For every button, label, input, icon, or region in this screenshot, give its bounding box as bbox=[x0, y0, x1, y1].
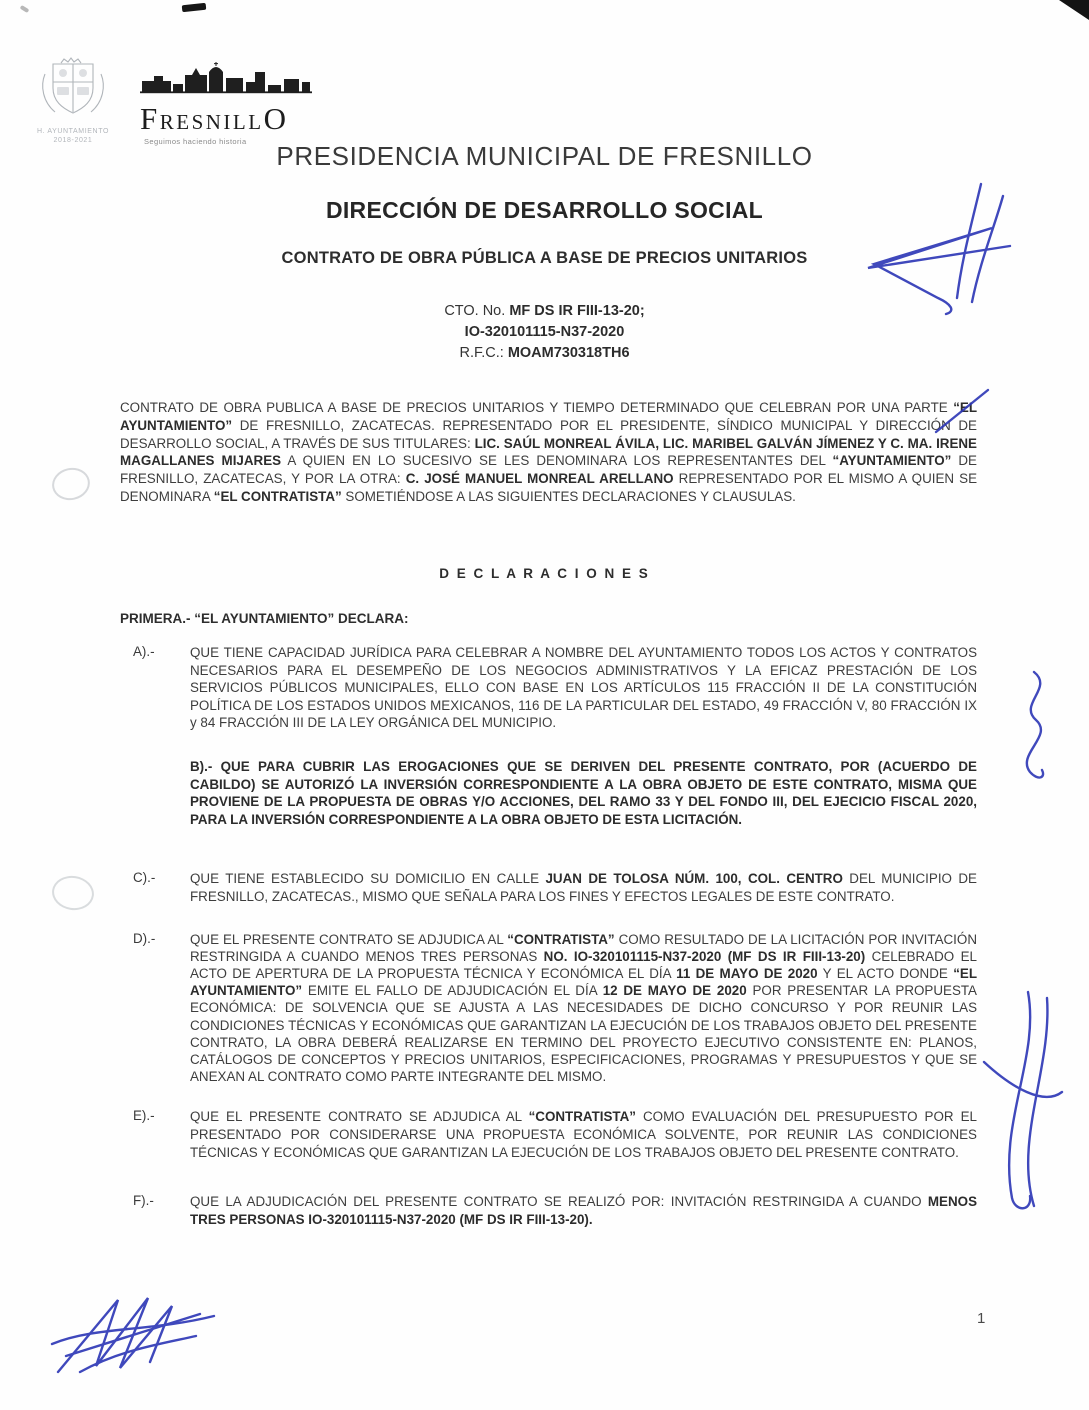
declaration-item-d bbox=[133, 931, 977, 1086]
scan-artifact-dot bbox=[20, 5, 30, 13]
item-b-text: B).- QUE PARA CUBRIR LAS EROGACIONES QUE SE DERIVEN DEL PRESENTE CONTRATO, POR (ACUERDO DE CABILDO) SE AUTORIZÓ LA INVERSIÓN CORRESPONDIENTE A LA OBRA OBJETO DE ESTE CONTRATO, MISMA QUE PROVIENE DE LA PROPUESTA DE OBRAS Y/O ACCIONES, DEL RAMO 33 Y DEL FONDO III, DEL EJECICIO FISCAL 2020, PARA LA INVERSIÓN CORRESPONDIENTE A LA OBRA OBJETO DE ESTA LICITACIÓN. bbox=[190, 758, 977, 827]
stamp-mark-upper bbox=[49, 464, 93, 503]
scan-artifact-corner bbox=[1059, 0, 1089, 20]
signature-flourish-right-lower-3 bbox=[984, 1062, 1062, 1097]
signature-bottom-left-stroke-3 bbox=[80, 1336, 196, 1372]
contract-number: CTO. No. MF DS IR FIII-13-20; bbox=[444, 303, 645, 319]
item-f-label: F).- bbox=[133, 1193, 154, 1209]
primera-clause-label: PRIMERA.- “EL AYUNTAMIENTO” DECLARA: bbox=[120, 611, 409, 626]
crest-caption-line1: H. AYUNTAMIENTO bbox=[36, 128, 109, 135]
fresnillo-logo bbox=[140, 62, 318, 146]
page-title: PRESIDENCIA MUNICIPAL DE FRESNILLO bbox=[276, 141, 813, 171]
signature-flourish-right-lower-2 bbox=[1028, 998, 1047, 1206]
signature-bottom-left-zigzag bbox=[58, 1298, 172, 1372]
item-e-label: E).- bbox=[133, 1108, 155, 1124]
signature-flourish-right-lower-1 bbox=[1009, 992, 1030, 1208]
declaration-item-b bbox=[133, 758, 977, 828]
tender-number: IO-320101115-N37-2020 bbox=[464, 324, 625, 340]
declaration-item-c bbox=[133, 870, 977, 905]
declaration-items bbox=[133, 644, 977, 1228]
page-number: 1 bbox=[977, 1310, 986, 1327]
declaration-item-f bbox=[133, 1193, 977, 1228]
department-title: DIRECCIÓN DE DESARROLLO SOCIAL bbox=[325, 197, 764, 223]
item-d-label: D).- bbox=[133, 930, 156, 946]
signature-initial-right-mid bbox=[1027, 672, 1043, 778]
signature-bottom-left-stroke-2 bbox=[66, 1314, 200, 1356]
declaration-item-a bbox=[133, 644, 977, 732]
declarations-heading: D E C L A R A C I O N E S bbox=[439, 566, 650, 581]
crest-icon bbox=[27, 56, 119, 122]
signature-bottom-left-stroke-1 bbox=[52, 1316, 214, 1344]
declaration-item-e bbox=[133, 1108, 977, 1161]
document-type-title: CONTRATO DE OBRA PÚBLICA A BASE DE PRECIOS UNITARIOS bbox=[281, 249, 808, 267]
intro-paragraph: CONTRATO DE OBRA PUBLICA A BASE DE PRECIOS UNITARIOS Y TIEMPO DETERMINADO QUE CELEBRAN POR UNA PARTE “EL AYUNTAMIENTO” DE FRESNILLO, ZACATECAS. REPRESENTADO POR EL PRESIDENTE, SÍNDICO MUNICIPAL Y DIRECCIÓN DE DESARROLLO SOCIAL, A TRAVÉS DE SUS TITULARES: LIC. SAÚL MONREAL ÁVILA, LIC. MARIBEL GALVÁN JÍMENEZ Y C. MA. IRENE MAGALLANES MIJARES A QUIEN EN LO SUCESIVO SE LES DENOMINARA LOS REPRESENTANTES DEL “AYUNTAMIENTO” DE FRESNILLO, ZACATECAS, Y POR LA OTRA: C. JOSÉ MANUEL MONREAL ARELLANO REPRESENTADO POR EL MISMO A QUIEN SE DENOMINARA “EL CONTRATISTA” SOMETIÉNDOSE A LAS SIGUIENTES DECLARACIONES Y CLAUSULAS. bbox=[120, 400, 978, 504]
item-c-label: C).- bbox=[133, 870, 156, 886]
municipal-crest-logo bbox=[26, 56, 120, 145]
item-c-text: QUE TIENE ESTABLECIDO SU DOMICILIO EN CALLE JUAN DE TOLOSA NÚM. 100, COL. CENTRO DEL MUNICIPIO DE FRESNILLO, ZACATECAS., MISMO QUE SEÑALA PARA LOS FINES Y EFECTOS LEGALES DE ESTE CONTRATO. bbox=[190, 871, 977, 904]
item-a-text: QUE TIENE CAPACIDAD JURÍDICA PARA CELEBRAR A NOMBRE DEL AYUNTAMIENTO TODOS LOS ACTOS Y CONTRATOS NECESARIOS PARA EL DESEMPEÑO DE LOS NEGOCIOS ADMINISTRATIVOS Y LA EFICAZ PRESTACIÓN DE LOS SERVICIOS PÚBLICOS MUNICIPALES, ELLO CON BASE EN LOS ARTÍCULOS 115 FRACCIÓN II DE LA CONSTITUCIÓN POLÍTICA DE LOS ESTADOS UNIDOS MEXICANOS, 116 DE LA PARTICULAR DEL ESTADO, 49 FRACCIÓN V, 80 FRACCIÓN IX y 84 FRACCIÓN III DE LA LEY ORGÁNICA DEL MUNICIPIO. bbox=[190, 645, 977, 731]
item-e-text: QUE EL PRESENTE CONTRATO SE ADJUDICA AL “CONTRATISTA” COMO EVALUACIÓN DEL PRESUPUESTO POR EL PRESENTADO POR CONSIDERARSE UNA PROPUESTA ECONÓMICA SOLVENTE, POR REUNIR LAS CONDICIONES TÉCNICAS Y ECONÓMICAS QUE GARANTIZAN LA EJECUCIÓN DE LOS TRABAJOS OBJETO DEL PRESENTE CONTRATO. bbox=[190, 1109, 977, 1160]
skyline-icon bbox=[140, 62, 312, 94]
scan-artifact-dash bbox=[182, 3, 207, 12]
contract-references bbox=[0, 301, 1089, 364]
item-d-text: QUE EL PRESENTE CONTRATO SE ADJUDICA AL “CONTRATISTA” COMO RESULTADO DE LA LICITACIÓN POR INVITACIÓN RESTRINGIDA A CUANDO MENOS TRES PERSONAS NO. IO-320101115-N37-2020 (MF DS IR FIII-13-20) CELEBRADO EL ACTO DE APERTURA DE LA PROPUESTA TÉCNICA Y ECONÓMICA EL DÍA 11 DE MAYO DE 2020 Y EL ACTO DONDE “EL AYUNTAMIENTO” EMITE EL FALLO DE ADJUDICACIÓN EL DÍA 12 DE MAYO DE 2020 POR PRESENTAR LA PROPUESTA ECONÓMICA: DE SOLVENCIA QUE SE AJUSTA A LAS NECESIDADES DE DICHO CONCURSO Y POR REUNIR LAS CONDICIONES TÉCNICAS Y ECONÓMICAS QUE GARANTIZAN LA EJECUCIÓN DE LOS TRABAJOS OBJETO DEL PRESENTE CONTRATO, LA OBRA DEBERÁ REALIZARSE EN TERMINO DEL PROYECTO EJECUTIVO CONSISTENTE EN: PLANOS, CATÁLOGOS DE CONCEPTOS Y PRECIOS UNITARIOS, ESPECIFICACIONES, PROGRAMAS Y PRESUPUESTOS Y QUE SE ANEXAN AL CONTRATO COMO PARTE INTEGRANTE DEL MISMO. bbox=[190, 931, 977, 1085]
item-a-label: A).- bbox=[133, 644, 155, 659]
rfc-number: R.F.C.: MOAM730318TH6 bbox=[459, 345, 630, 361]
item-f-text: QUE LA ADJUDICACIÓN DEL PRESENTE CONTRATO SE REALIZÓ POR: INVITACIÓN RESTRINGIDA A CUANDO MENOS TRES PERSONAS IO-320101115-N37-2020 (MF DS IR FIII-13-20). bbox=[190, 1194, 977, 1227]
brand-name: FRESNILLO bbox=[140, 101, 289, 136]
stamp-mark-lower bbox=[50, 873, 96, 913]
brand-tagline: Seguimos haciendo historia bbox=[144, 137, 247, 146]
crest-caption-line2: 2018-2021 bbox=[53, 137, 93, 144]
